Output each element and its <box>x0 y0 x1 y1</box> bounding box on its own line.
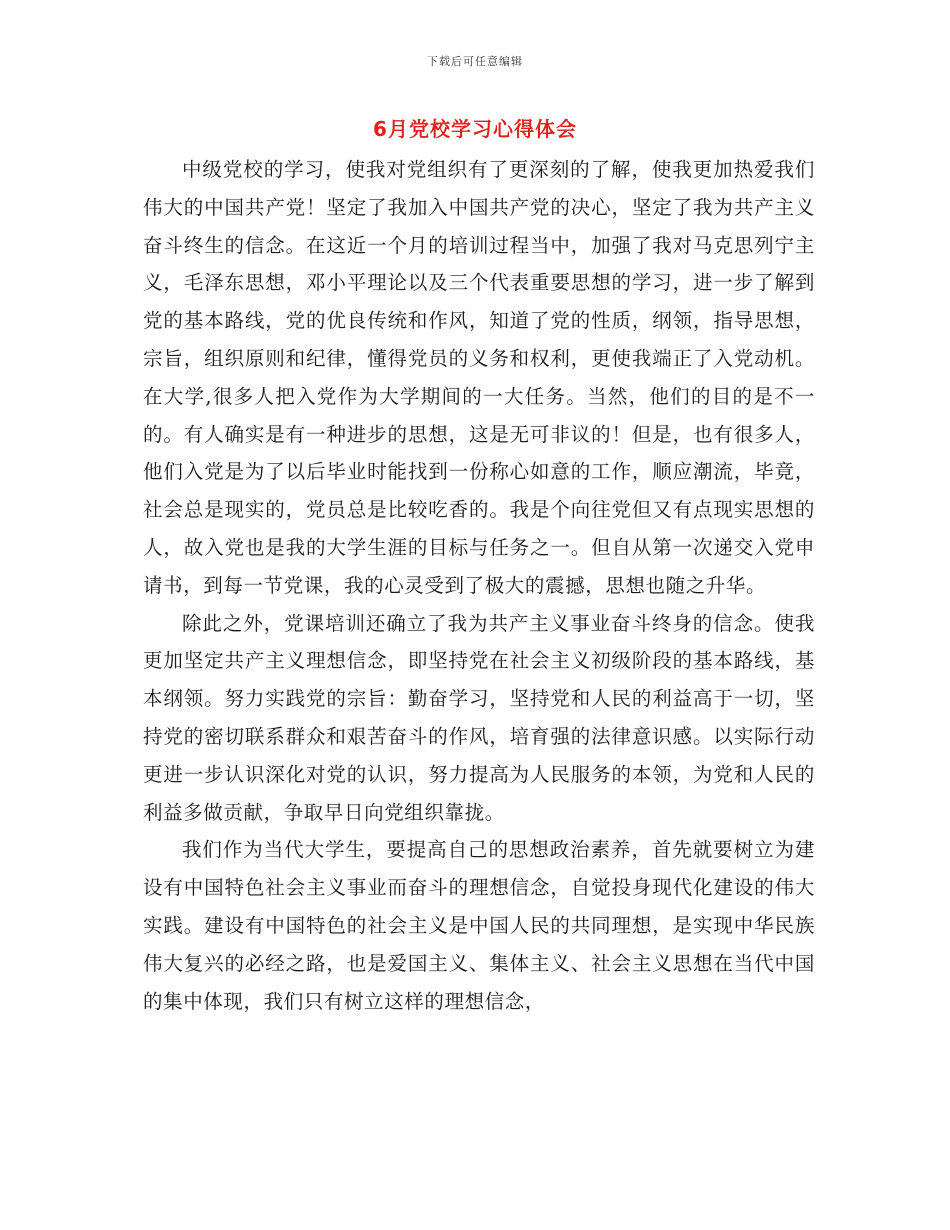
document-body <box>143 151 815 1020</box>
paragraph-2: 除此之外，党课培训还确立了我为共产主义事业奋斗终身的信念。使我更加坚定共产主义理想信念，即坚持党在社会主义初级阶段的基本路线，基本纲领。努力实践党的宗旨：勤奋学习，坚持党和人民的利益高于一切，坚持党的密切联系群众和艰苦奋斗的作风，培育强的法律意识感。以实际行动更进一步认识深化对党的认识，努力提高为人民服务的本领，为党和人民的利益多做贡献，争取早日向党组织靠拢。 <box>143 611 815 824</box>
paragraph-1: 中级党校的学习，使我对党组织有了更深刻的了解，使我更加热爱我们伟大的中国共产党！坚定了我加入中国共产党的决心，坚定了我为共产主义奋斗终生的信念。在这近一个月的培训过程当中，加强了我对马克思列宁主义，毛泽东思想，邓小平理论以及三个代表重要思想的学习，进一步了解到党的基本路线，党的优良传统和作风，知道了党的性质，纲领，指导思想，宗旨，组织原则和纪律，懂得党员的义务和权利，更使我端正了入党动机。在大学,很多人把入党作为大学期间的一大任务。当然，他们的目的是不一的。有人确实是有一种进步的思想，这是无可非议的！但是，也有很多人，他们入党是为了以后毕业时能找到一份称心如意的工作，顺应潮流，毕竟，社会总是现实的，党员总是比较吃香的。我是个向往党但又有点现实思想的人，故入党也是我的大学生涯的目标与任务之一。但自从第一次递交入党申请书，到每一节党课，我的心灵受到了极大的震撼，思想也随之升华。 <box>143 158 815 597</box>
header-note: 下载后可任意编辑 <box>427 55 523 68</box>
paragraph-3: 我们作为当代大学生，要提高自己的思想政治素养，首先就要树立为建设有中国特色社会主义事业而奋斗的理想信念，自觉投身现代化建设的伟大实践。建设有中国特色的社会主义是中国人民的共同理想，是实现中华民族伟大复兴的必经之路，也是爱国主义、集体主义、社会主义思想在当代中国的集中体现，我们只有树立这样的理想信念， <box>143 838 815 1013</box>
document-title: 6月党校学习心得体会 <box>373 117 577 141</box>
